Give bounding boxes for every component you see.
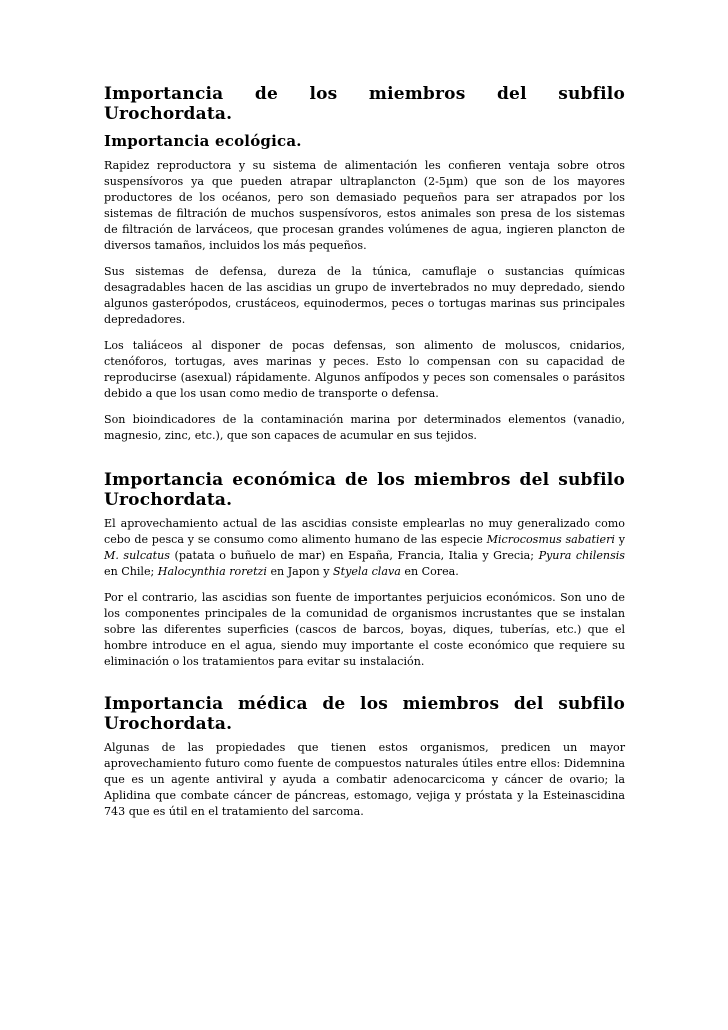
text-run: y [614,533,625,546]
text-run: El aprovechamiento actual de las ascidias consiste emplearlas no muy generalizado como cebo de pesca y se consumo como alimento humano de las especie [104,517,625,546]
text-run: en Chile; [104,565,158,578]
paragraph-ecologica-4: Son bioindicadores de la contaminación marina por determinados elementos (vanadio, magnesio, zinc, etc.), que son capaces de acumular en sus tejidos. [104,413,625,442]
species-name: Pyura chilensis [538,549,626,562]
heading-importancia-ecologica: Importancia ecológica. [104,132,302,150]
heading-importancia-economica: Importancia económica de los miembros del subfilo Urochordata. [104,470,625,510]
species-name: Microcosmus sabatieri [486,533,615,546]
paragraph-economica-2: Por el contrario, las ascidias son fuente de importantes perjuicios económicos. Son uno de los componentes principales de la comunidad de organismos incrustantes que se instalan sobre las diferentes superficies (cascos de barcos, boyas, diques, tuberías, etc.) que el hombre introduce en el agua, siendo muy importante el coste económico que requiere su eliminación o los tratamientos para evitar su instalación. [104,591,625,668]
document-title: Importancia de los miembros del subfilo Urochordata. [104,84,625,124]
species-name: Styela clava [333,565,401,578]
text-run: en Japon y [266,565,334,578]
paragraph-ecologica-3: Los taliáceos al disponer de pocas defensas, son alimento de moluscos, cnidarios, ctenóforos, tortugas, aves marinas y peces. Esto lo compensan con su capacidad de reproducirse (asexual) rápidamente. Algunos anfípodos y peces son comensales o parásitos debido a que los usan como medio de transporte o defensa. [104,339,625,400]
paragraph-economica-1 [104,516,625,580]
paragraph-medica-1: Algunas de las propiedades que tienen estos organismos, predicen un mayor aprovechamiento futuro como fuente de compuestos naturales útiles entre ellos: Didemnina que es un agente antiviral y ayuda a combatir adenocarcicoma y cáncer de ovario; la Aplidina que combate cáncer de páncreas, estomago, vejiga y próstata y la Esteinascidina 743 que es útil en el tratamiento del sarcoma. [104,741,625,818]
paragraph-ecologica-2: Sus sistemas de defensa, dureza de la túnica, camuflaje o sustancias químicas desagradables hacen de las ascidias un grupo de invertebrados no muy depredado, siendo algunos gasterópodos, crustáceos, equinodermos, peces o tortugas marinas sus principales depredadores. [104,265,625,326]
paragraph-ecologica-1: Rapidez reproductora y su sistema de alimentación les confieren ventaja sobre otros suspensívoros ya que pueden atrapar ultraplancton (2-5µm) que son de los mayores productores de los océanos, pero son demasiado pequeños para ser atrapados por los sistemas de filtración de muchos suspensívoros, estos animales son presa de los sistemas de filtración de larváceos, que procesan grandes volúmenes de agua, ingieren plancton de diversos tamaños, incluidos los más pequeños. [104,159,625,252]
text-run: en Corea. [400,565,459,578]
species-name: M. sulcatus [104,549,170,562]
text-run: (patata o buñuelo de mar) en España, Francia, Italia y Grecia; [169,549,539,562]
species-name: Halocynthia roretzi [157,565,267,578]
document-page [104,84,625,830]
heading-importancia-medica: Importancia médica de los miembros del subfilo Urochordata. [104,694,625,734]
